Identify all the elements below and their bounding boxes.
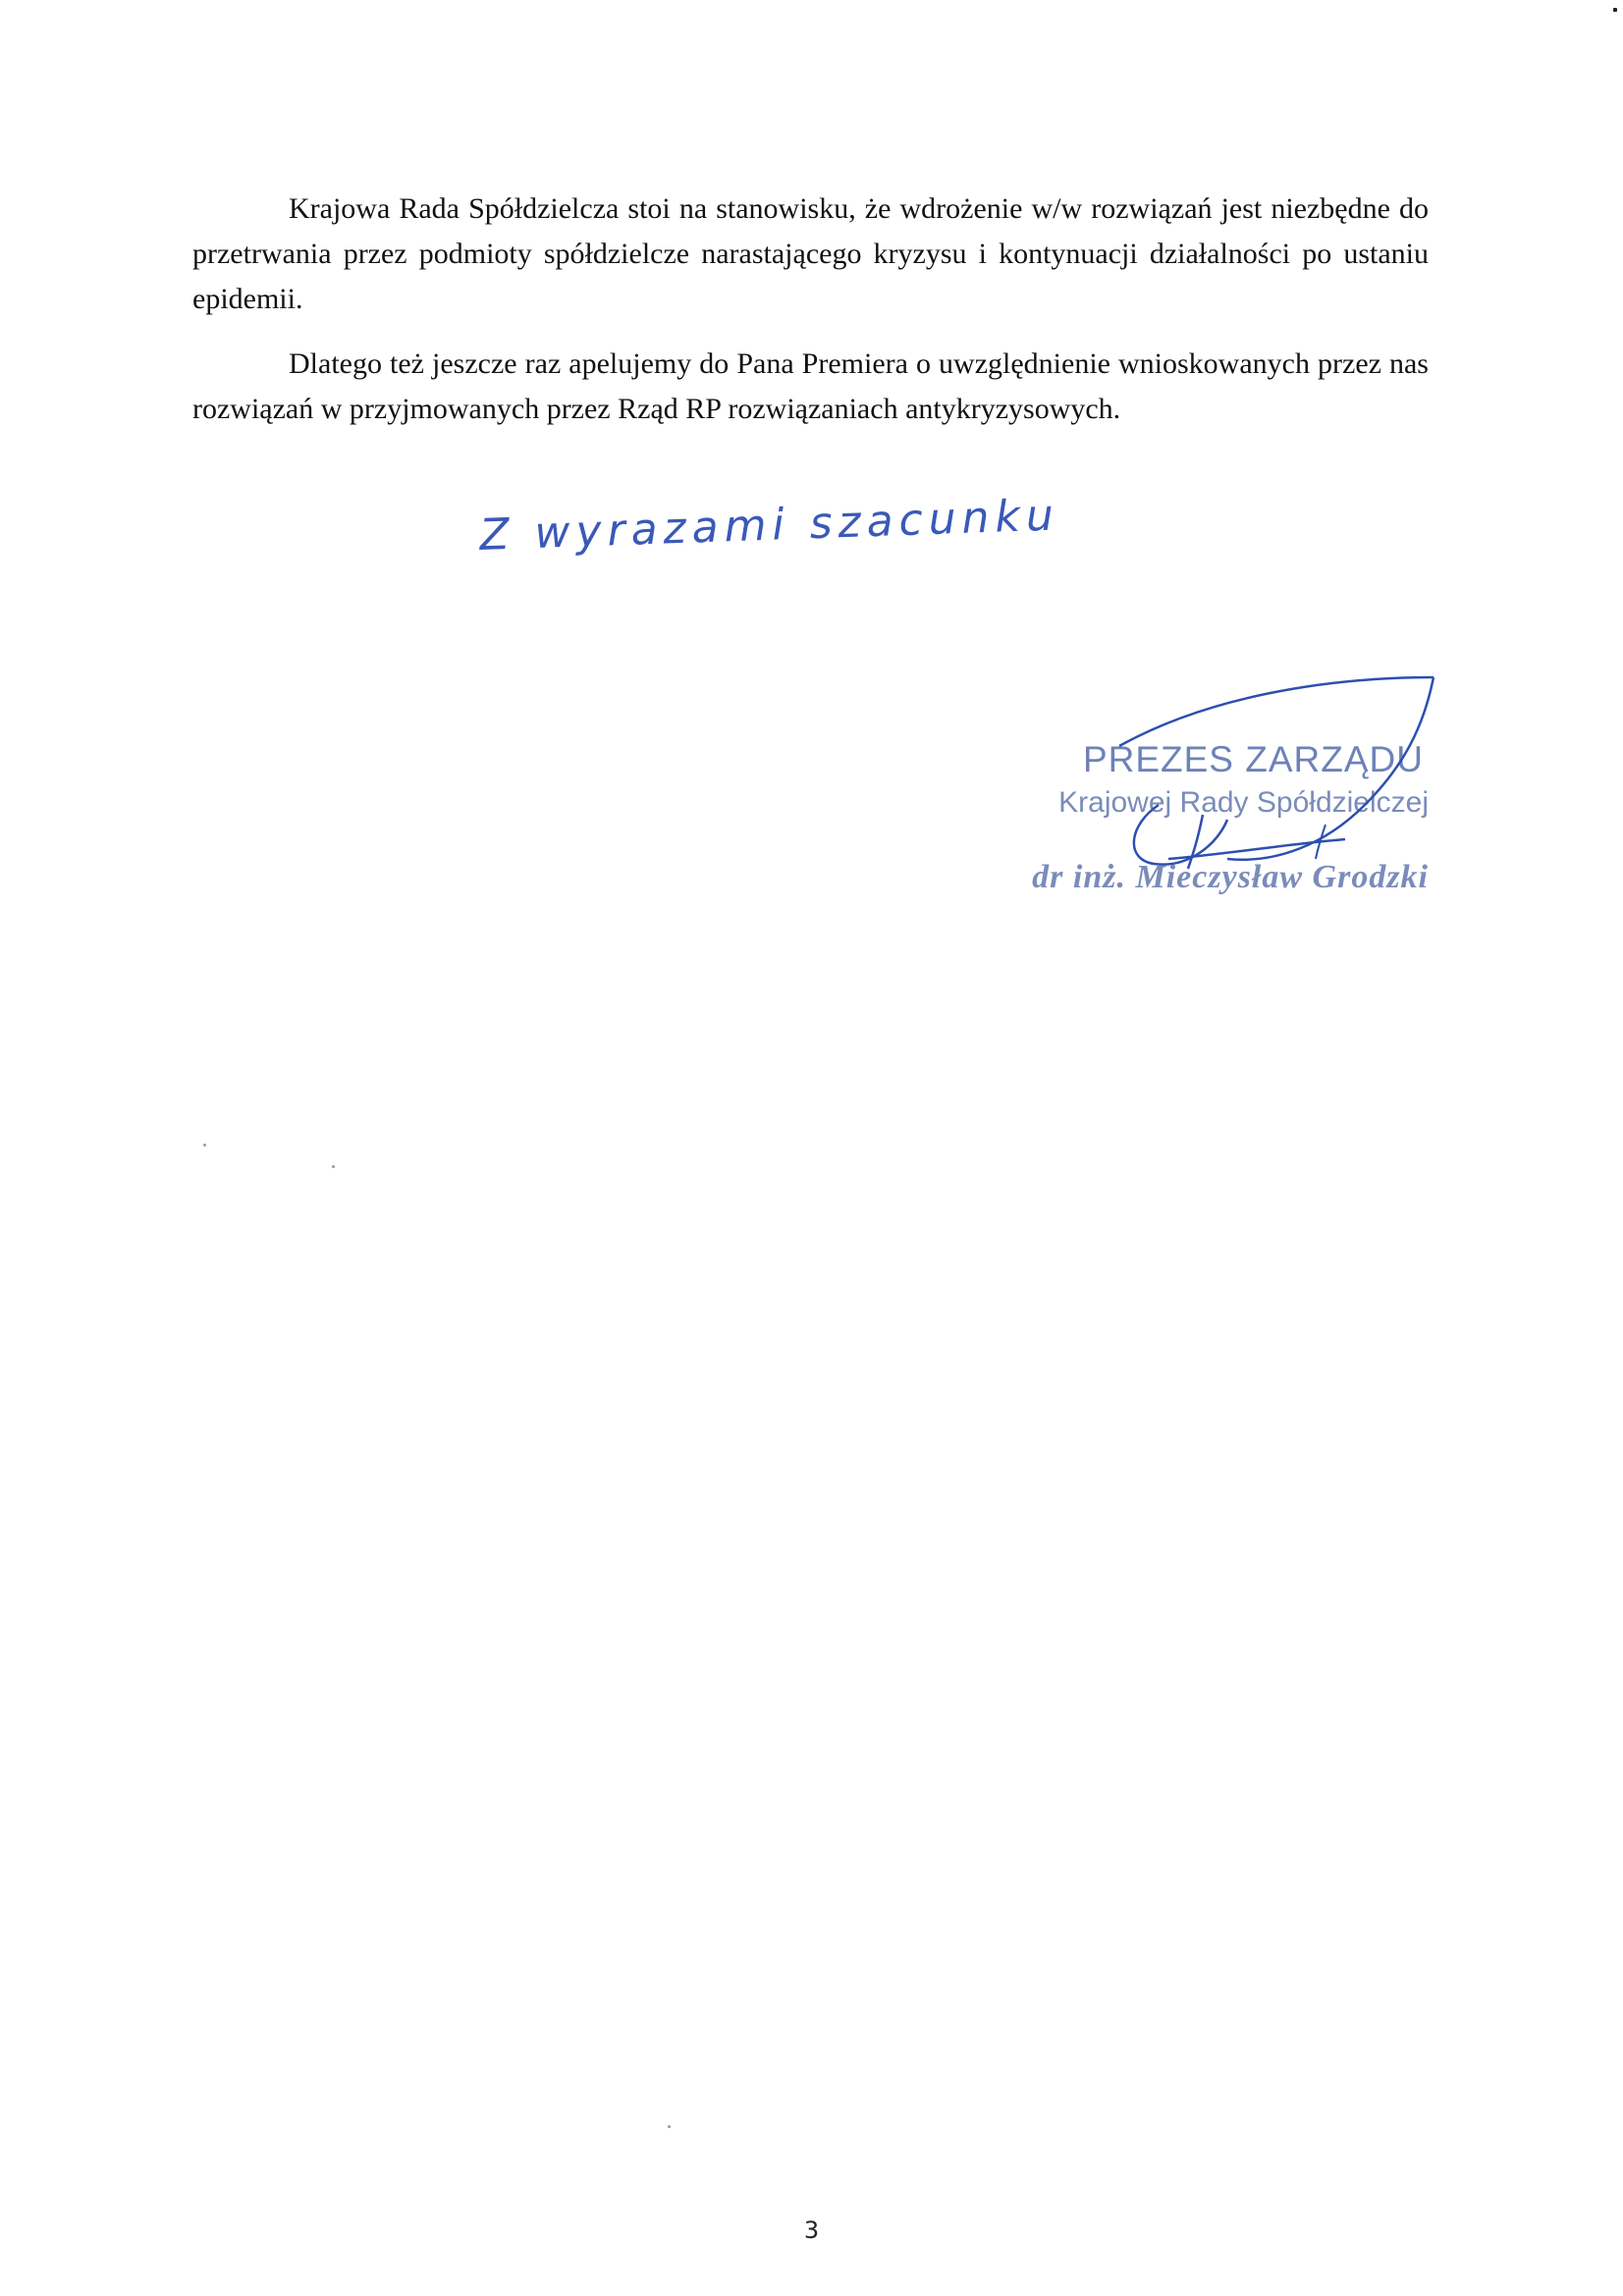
scan-speck — [668, 2125, 671, 2128]
page-number: 3 — [803, 2216, 820, 2244]
handwritten-signature — [1031, 658, 1453, 913]
stamp-organization: Krajowej Rady Spółdzielczej — [1058, 786, 1429, 819]
scan-mark — [1613, 8, 1617, 12]
scan-speck — [203, 1144, 206, 1147]
paragraph-2: Dlatego też jeszcze raz apelujemy do Pana Premiera o uwzględnienie wnioskowanych przez nas rozwiązań w przyjmowanych przez Rząd RP rozwiązaniach antykryzysowych. — [192, 347, 1429, 425]
stamp-title: PREZES ZARZĄDU — [1082, 739, 1424, 779]
letter-body — [192, 187, 1429, 452]
handwritten-closing: Z wyrazami szacunku — [478, 490, 1060, 561]
stamp-name: dr inż. Mieczysław Grodzki — [1032, 859, 1429, 895]
paragraph-1: Krajowa Rada Spółdzielcza stoi na stanowisku, że wdrożenie w/w rozwiązań jest niezbędne do przetrwania przez podmioty spółdzielcze narastającego kryzysu i kontynuacji działalności po ustaniu epidemii. — [192, 192, 1429, 315]
scan-speck — [332, 1165, 335, 1168]
